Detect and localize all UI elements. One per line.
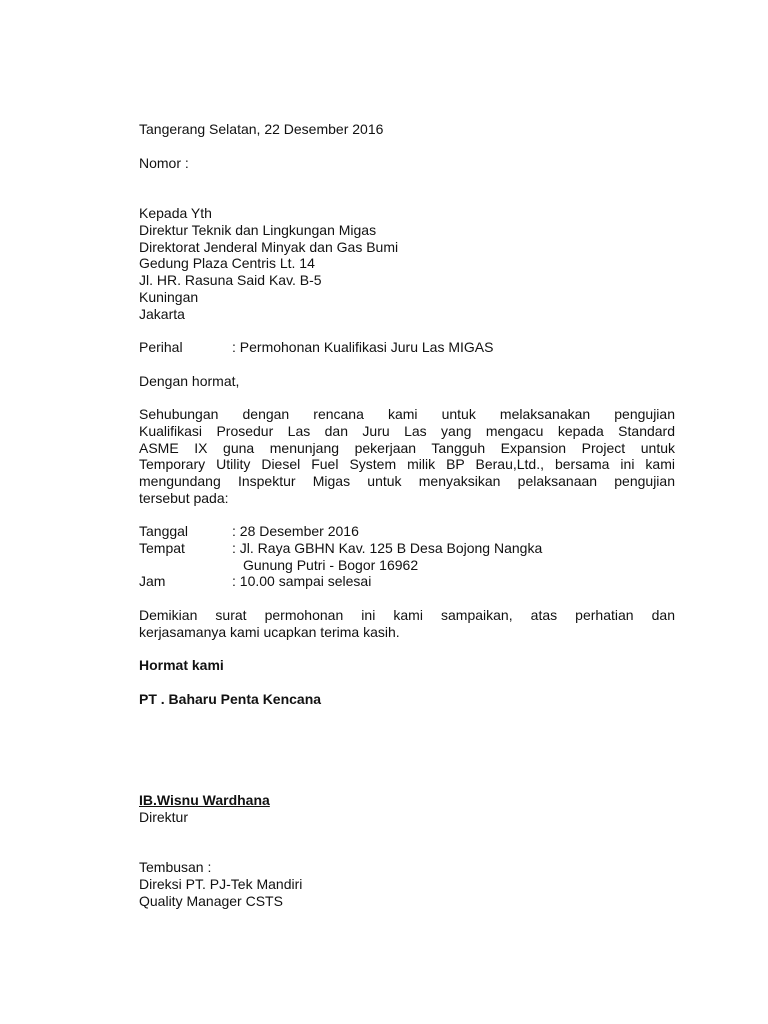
subject-label: Perihal xyxy=(139,339,183,355)
body-paragraph xyxy=(139,406,675,507)
signatory-title: Direktur xyxy=(139,808,189,825)
date-label: Tanggal xyxy=(139,523,189,539)
schedule-time-row xyxy=(139,573,675,590)
signature-block xyxy=(139,792,675,826)
recipient-line: Direktorat Jenderal Minyak dan Gas Bumi xyxy=(139,238,399,255)
schedule-place-row-2 xyxy=(139,557,675,574)
signatory-name: IB.Wisnu Wardhana xyxy=(139,792,270,808)
recipient-line: Kepada Yth xyxy=(139,205,212,221)
body-line: tersebut pada: xyxy=(139,489,229,506)
body-line: Sehubungan dengan rencana kami untuk melaksanakan pengujian xyxy=(139,406,675,422)
schedule-block xyxy=(139,523,675,590)
subject-line xyxy=(139,339,675,356)
place-value-2: Gunung Putri - Bogor 16962 xyxy=(243,556,419,573)
body-line: Temporary Utility Diesel Fuel System milik BP Berau,Ltd., bersama ini kami xyxy=(139,456,675,473)
closing-line: Demikian surat permohonan ini kami sampaikan, atas perhatian dan xyxy=(139,607,675,623)
place-date: Tangerang Selatan, 22 Desember 2016 xyxy=(139,121,384,137)
place-label: Tempat xyxy=(139,539,185,556)
cc-label: Tembusan : xyxy=(139,859,212,875)
recipient-line: Jl. HR. Rasuna Said Kav. B-5 xyxy=(139,272,322,289)
time-label: Jam xyxy=(139,573,166,590)
schedule-place-row xyxy=(139,540,675,557)
place-value: : Jl. Raya GBHN Kav. 125 B Desa Bojong Nangka xyxy=(232,539,543,556)
recipient-line: Jakarta xyxy=(139,305,185,322)
schedule-date-row xyxy=(139,523,675,540)
time-value: : 10.00 sampai selesai xyxy=(232,573,372,590)
letter-number: Nomor : xyxy=(139,155,189,171)
recipient-line: Gedung Plaza Centris Lt. 14 xyxy=(139,255,315,272)
recipient-line: Direktur Teknik dan Lingkungan Migas xyxy=(139,221,377,238)
closing-line: kerjasamanya kami ucapkan terima kasih. xyxy=(139,623,400,640)
sign-off: Hormat kami xyxy=(139,657,224,673)
body-line: mengundang Inspektur Migas untuk menyaksikan pelaksanaan pengujian xyxy=(139,473,675,490)
cc-item: Quality Manager CSTS xyxy=(139,892,283,909)
date-value: : 28 Desember 2016 xyxy=(232,523,359,539)
recipient-address xyxy=(139,205,675,323)
body-line: Kualifikasi Prosedur Las dan Juru Las yang mengacu kepada Standard xyxy=(139,422,675,439)
cc-item: Direksi PT. PJ-Tek Mandiri xyxy=(139,875,303,892)
greeting: Dengan hormat, xyxy=(139,373,240,389)
cc-block xyxy=(139,859,675,909)
company-name: PT . Baharu Penta Kencana xyxy=(139,691,322,707)
body-line: ASME IX guna menunjang pekerjaan Tangguh Expansion Project untuk xyxy=(139,439,675,456)
recipient-line: Kuningan xyxy=(139,288,199,305)
subject-value: : Permohonan Kualifikasi Juru Las MIGAS xyxy=(232,339,494,355)
closing-paragraph xyxy=(139,607,675,641)
